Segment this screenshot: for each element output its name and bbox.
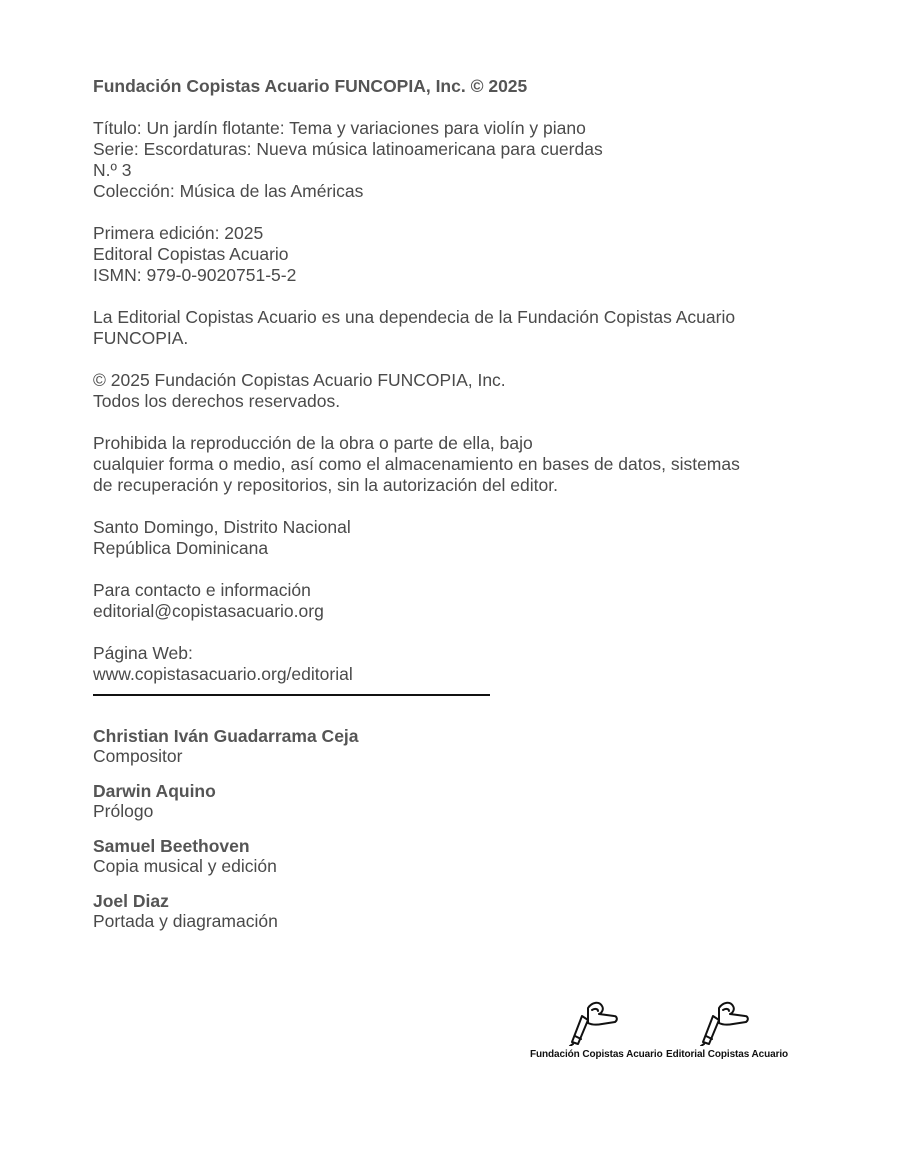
edition-date: Primera edición: 2025 — [93, 223, 264, 243]
header-block — [93, 76, 793, 97]
dependency-text: La Editorial Copistas Acuario es una dependecia de la Fundación Copistas Acuario FUNCOPIA. — [93, 307, 736, 348]
header-copyright: Fundación Copistas Acuario FUNCOPIA, Inc. © 2025 — [93, 76, 528, 96]
dependency-block — [93, 307, 793, 349]
credit-role: Compositor — [93, 746, 183, 766]
work-collection: Colección: Música de las Américas — [93, 181, 364, 201]
web-label: Página Web: — [93, 643, 193, 663]
prohibition-line-1: Prohibida la reproducción de la obra o parte de ella, bajo — [93, 433, 533, 453]
editorial-logo — [666, 998, 788, 1060]
credit-item — [93, 726, 793, 766]
credit-item — [93, 891, 793, 931]
location-country: República Dominicana — [93, 538, 269, 558]
credit-name: Christian Iván Guadarrama Ceja — [93, 726, 359, 746]
edition-ismn: ISMN: 979-0-9020751-5-2 — [93, 265, 297, 285]
work-info-block — [93, 118, 793, 202]
edition-publisher: Editoral Copistas Acuario — [93, 244, 289, 264]
prohibition-line-3: de recuperación y repositorios, sin la autorización del editor. — [93, 475, 558, 495]
web-url[interactable]: www.copistasacuario.org/editorial — [93, 664, 353, 684]
credit-item — [93, 781, 793, 821]
rights-block — [93, 370, 793, 412]
credit-role: Copia musical y edición — [93, 856, 277, 876]
work-number: N.º 3 — [93, 160, 132, 180]
credit-role: Portada y diagramación — [93, 911, 278, 931]
contact-block — [93, 580, 793, 622]
edition-block — [93, 223, 793, 286]
foundation-logo — [530, 998, 663, 1060]
contact-label: Para contacto e información — [93, 580, 311, 600]
prohibition-line-2: cualquier forma o medio, así como el almacenamiento en bases de datos, sistemas — [93, 454, 740, 474]
copyright-page — [93, 76, 793, 946]
rights-copyright: © 2025 Fundación Copistas Acuario FUNCOPIA, Inc. — [93, 370, 506, 390]
work-title: Título: Un jardín flotante: Tema y variaciones para violín y piano — [93, 118, 586, 138]
divider-rule — [93, 694, 490, 696]
foundation-logo-text: Fundación Copistas Acuario — [530, 1049, 663, 1060]
prohibition-block — [93, 433, 793, 496]
location-block — [93, 517, 793, 559]
location-city: Santo Domingo, Distrito Nacional — [93, 517, 351, 537]
publisher-logos — [530, 998, 790, 1068]
credit-name: Darwin Aquino — [93, 781, 216, 801]
credit-role: Prólogo — [93, 801, 154, 821]
writing-hand-icon — [697, 998, 757, 1046]
credit-name: Samuel Beethoven — [93, 836, 250, 856]
editorial-logo-text: Editorial Copistas Acuario — [666, 1049, 789, 1060]
credit-item — [93, 836, 793, 876]
credit-name: Joel Diaz — [93, 891, 169, 911]
work-series: Serie: Escordaturas: Nueva música latinoamericana para cuerdas — [93, 139, 603, 159]
web-block — [93, 643, 793, 685]
contact-email[interactable]: editorial@copistasacuario.org — [93, 601, 324, 621]
writing-hand-icon — [566, 998, 626, 1046]
rights-reserved: Todos los derechos reservados. — [93, 391, 341, 411]
